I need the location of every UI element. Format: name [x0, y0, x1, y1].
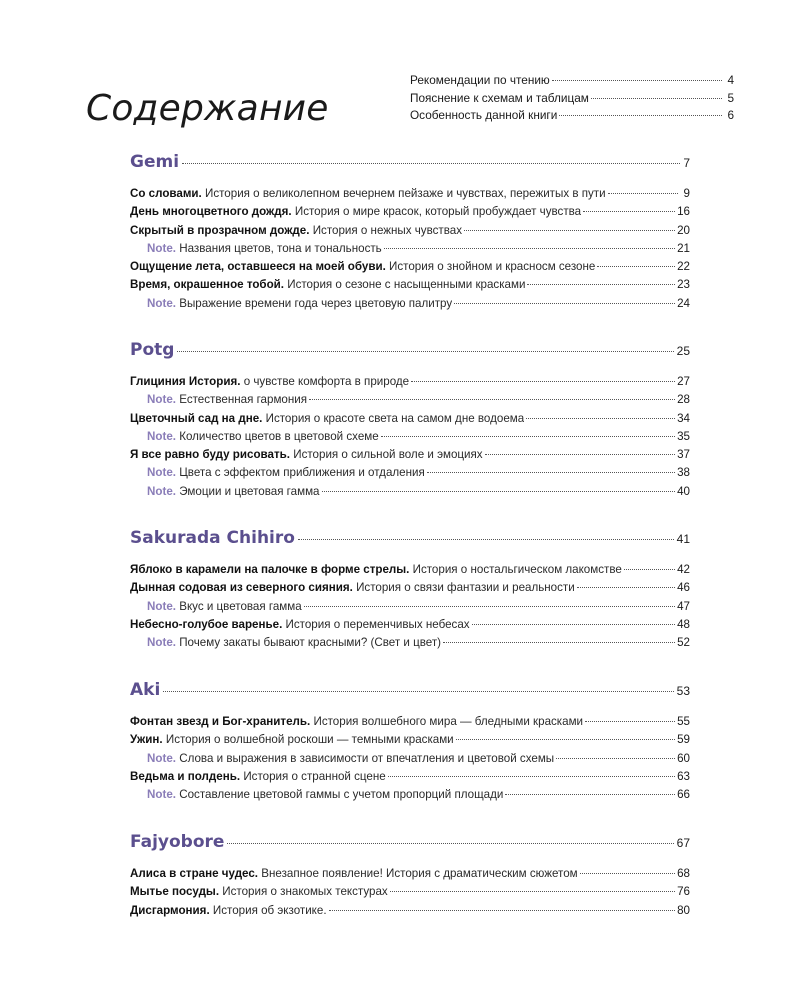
dot-leader [309, 398, 675, 400]
toc-entry-text [147, 392, 307, 408]
page-number: 21 [677, 241, 690, 255]
dot-leader [227, 842, 673, 844]
toc-story-row[interactable] [130, 562, 690, 580]
toc-entry-text [130, 714, 583, 730]
dot-leader [454, 302, 675, 304]
page-number: 4 [727, 73, 734, 87]
entry-description: История о знакомых текстурах [222, 885, 388, 899]
toc-entry-text [147, 787, 503, 803]
toc-story-row[interactable] [130, 903, 690, 921]
dot-leader [527, 283, 675, 285]
entry-description: История о ностальгическом лакомстве [412, 563, 622, 576]
entry-description: Почему закаты бывают красными? (Свет и цвет) [179, 636, 441, 650]
toc-entry-text [130, 259, 595, 275]
toc-note-row[interactable] [130, 635, 690, 653]
toc-entry-text [147, 465, 425, 481]
toc-entry-text [147, 599, 302, 615]
section-title: Aki [130, 680, 161, 700]
note-label: Note. [147, 636, 176, 650]
page-number: 60 [677, 751, 690, 765]
entry-description: История о волшебной роскоши — темными красками [165, 733, 454, 747]
story-title: Дисгармония. [130, 903, 210, 917]
entry-description: История о знойном и красносм сезоне [389, 260, 596, 274]
page-number: 22 [677, 260, 690, 274]
page-number: 63 [677, 769, 690, 783]
story-title: Ужин. [130, 733, 163, 747]
entry-description: История о мире красок, который пробуждает чувства [294, 205, 582, 219]
section-heading[interactable] [130, 152, 690, 182]
entry-description: История о сильной воле и эмоциях [293, 448, 483, 462]
toc-story-row[interactable] [130, 186, 690, 204]
dot-leader [411, 380, 675, 382]
page-number: 23 [677, 278, 690, 292]
entry-description: о чувстве комфорта в природе [243, 375, 410, 388]
story-title: Дынная содовая из северного сияния. [130, 581, 353, 595]
page-number: 27 [677, 375, 690, 388]
page-number: 20 [677, 223, 690, 237]
dot-leader [163, 690, 673, 692]
toc-entry-text [130, 411, 524, 427]
page-number: 55 [677, 715, 690, 728]
toc-section [130, 680, 690, 805]
dot-leader [472, 623, 676, 625]
toc-entry-text [130, 447, 483, 463]
toc-entry-text [130, 884, 388, 900]
toc-story-row[interactable] [130, 884, 690, 902]
story-title: День многоцветного дождя. [130, 205, 292, 219]
story-title: Время, окрашенное тобой. [130, 278, 285, 292]
page-number: 66 [677, 788, 690, 802]
toc-story-row[interactable] [130, 277, 690, 295]
toc-entry-text [147, 751, 554, 767]
section-heading[interactable] [130, 528, 690, 558]
dot-leader [580, 872, 675, 874]
entry-description: История об экзотике. [212, 903, 327, 917]
page-number: 48 [677, 617, 690, 631]
section-title: Sakurada Chihiro [130, 528, 295, 548]
toc-section [130, 528, 690, 653]
page-number: 25 [676, 344, 690, 358]
toc-entry-text [147, 296, 452, 312]
note-label: Note. [147, 429, 176, 443]
page-number: 68 [677, 867, 690, 880]
story-title: Небесно-голубое варенье. [130, 617, 283, 631]
section-title: Potg [130, 340, 175, 360]
page-number: 46 [677, 581, 690, 595]
story-title: Глициния История. [130, 375, 241, 388]
toc-entry-text [130, 562, 622, 578]
toc-note-row[interactable] [130, 465, 690, 483]
toc-story-row[interactable] [130, 732, 690, 750]
toc-story-row[interactable] [130, 617, 690, 635]
toc-entry-text: Пояснение к схемам и таблицам [410, 90, 589, 105]
page-number: 67 [676, 836, 690, 850]
page-number: 9 [683, 187, 690, 200]
dot-leader [585, 720, 675, 722]
section-heading[interactable] [130, 680, 690, 710]
dot-leader [464, 229, 675, 231]
page-number: 34 [677, 411, 690, 425]
toc-entry-text [130, 374, 409, 390]
entry-description: Названия цветов, тона и тональность [179, 241, 382, 255]
toc-entry-text [130, 903, 327, 919]
toc-section [130, 152, 690, 314]
toc-story-row[interactable] [130, 223, 690, 241]
entry-description: Выражение времени года через цветовую палитру [179, 296, 453, 310]
toc-note-row[interactable] [130, 751, 690, 769]
entry-description: Внезапное появление! История с драматическим сюжетом [261, 867, 578, 880]
entry-description: Слова и выражения в зависимости от впечатления и цветовой схемы [179, 751, 555, 765]
dot-leader [384, 247, 675, 249]
page-number: 53 [676, 684, 690, 698]
section-title: Gemi [130, 152, 180, 172]
toc-row[interactable] [410, 72, 734, 90]
story-title: Я все равно буду рисовать. [130, 448, 290, 462]
toc-story-row[interactable] [130, 447, 690, 465]
dot-leader [456, 738, 675, 740]
dot-leader [556, 757, 675, 759]
note-label: Note. [147, 484, 176, 498]
entry-description: История о великолепном вечернем пейзаже и чувствах, пережитых в пути [205, 187, 606, 200]
page-number: 6 [727, 108, 734, 122]
dot-leader [182, 162, 680, 164]
toc-note-row[interactable] [130, 392, 690, 410]
dot-leader [298, 538, 674, 540]
dot-leader [329, 909, 676, 911]
toc-entry-text [130, 204, 581, 220]
note-label: Note. [147, 466, 176, 480]
toc-story-row[interactable] [130, 259, 690, 277]
story-title: Алиса в стране чудес. [130, 867, 259, 880]
page-number: 59 [677, 733, 690, 747]
toc-entry-text [130, 580, 575, 596]
dot-leader [427, 471, 675, 473]
story-title: Со словами. [130, 187, 202, 200]
entry-description: История о нежных чувствах [312, 223, 463, 237]
story-title: Фонтан звезд и Бог-хранитель. [130, 715, 311, 728]
toc-section [130, 832, 690, 921]
entry-description: История о странной сцене [243, 769, 386, 783]
toc-story-row[interactable] [130, 714, 690, 732]
entry-description: Естественная гармония [179, 393, 308, 407]
page-number: 28 [677, 393, 690, 407]
toc-entry-text [130, 617, 470, 633]
note-label: Note. [147, 296, 176, 310]
page-number: 16 [677, 205, 690, 219]
dot-leader [381, 435, 675, 437]
story-title: Мытье посуды. [130, 885, 220, 899]
toc-entry-text [130, 186, 606, 202]
dot-leader [443, 641, 675, 643]
toc-note-row[interactable] [130, 429, 690, 447]
toc-entry-text [130, 732, 454, 748]
toc-note-row[interactable] [130, 787, 690, 805]
note-label: Note. [147, 751, 176, 765]
toc-entry-text [147, 484, 320, 500]
page-number: 80 [677, 903, 690, 917]
toc-entry-text [130, 223, 462, 239]
toc-story-row[interactable] [130, 204, 690, 222]
story-title: Скрытый в прозрачном дожде. [130, 223, 310, 237]
toc-entry-text [147, 241, 382, 257]
dot-leader [485, 453, 676, 455]
entry-description: История о сезоне с насыщенными красками [287, 278, 526, 292]
toc-entry-text: Рекомендации по чтению [410, 73, 550, 87]
dot-leader [583, 210, 675, 212]
toc-entry-text [130, 769, 386, 785]
toc-note-row[interactable] [130, 241, 690, 259]
section-title: Fajyobore [130, 832, 225, 852]
note-label: Note. [147, 788, 176, 802]
page-title: Содержание [86, 88, 329, 130]
page-number: 5 [727, 90, 734, 105]
page-number: 76 [677, 885, 690, 899]
entry-description: Составление цветовой гаммы с учетом пропорций площади [179, 788, 504, 802]
entry-description: Цвета с эффектом приближения и отдаления [179, 466, 425, 480]
note-label: Note. [147, 393, 176, 407]
page-number: 37 [677, 448, 690, 462]
page-number: 38 [677, 466, 690, 480]
toc-story-row[interactable] [130, 411, 690, 429]
toc-note-row[interactable] [130, 599, 690, 617]
story-title: Ощущение лета, оставшееся на моей обуви. [130, 260, 386, 274]
toc-entry-text [147, 429, 379, 445]
dot-leader [177, 350, 673, 352]
front-matter-list [410, 72, 734, 125]
dot-leader [304, 605, 675, 607]
toc-note-row[interactable] [130, 296, 690, 314]
entry-description: История волшебного мира — бледными красками [313, 715, 584, 728]
page-number: 41 [676, 532, 690, 546]
entry-description: История о красоте света на самом дне водоема [265, 411, 525, 425]
section-heading[interactable] [130, 832, 690, 862]
dot-leader [591, 97, 722, 99]
page-number: 24 [677, 296, 690, 310]
toc-story-row[interactable] [130, 374, 690, 392]
entry-description: Количество цветов в цветовой схеме [179, 429, 379, 443]
page-number: 40 [677, 484, 690, 498]
story-title: Цветочный сад на дне. [130, 411, 263, 425]
toc-entry-text [130, 866, 578, 882]
dot-leader [559, 114, 722, 116]
dot-leader [608, 192, 678, 194]
entry-description: История о переменчивых небесах [285, 617, 470, 631]
page-number: 42 [677, 563, 690, 576]
story-title: Ведьма и полдень. [130, 769, 241, 783]
note-label: Note. [147, 241, 176, 255]
toc-entry-text: Особенность данной книги [410, 108, 558, 122]
story-title: Яблоко в карамели на палочке в форме стрелы. [130, 563, 410, 576]
entry-description: Эмоции и цветовая гамма [179, 484, 320, 498]
page-number: 52 [677, 636, 690, 650]
dot-leader [577, 586, 675, 588]
toc-row[interactable] [410, 90, 734, 108]
toc-entry-text [147, 635, 441, 651]
dot-leader [624, 568, 675, 570]
toc-story-row[interactable] [130, 580, 690, 598]
page-number: 7 [683, 156, 690, 170]
page-number: 35 [677, 429, 690, 443]
entry-description: История о связи фантазии и реальности [356, 581, 575, 595]
page-number: 47 [677, 599, 690, 613]
dot-leader [526, 417, 675, 419]
dot-leader [390, 890, 675, 892]
dot-leader [322, 490, 676, 492]
toc-story-row[interactable] [130, 769, 690, 787]
toc-note-row[interactable] [130, 484, 690, 502]
toc-row[interactable] [410, 107, 734, 125]
dot-leader [552, 79, 722, 81]
toc-entry-text [130, 277, 525, 293]
toc-section [130, 340, 690, 502]
dot-leader [597, 265, 675, 267]
entry-description: Вкус и цветовая гамма [179, 599, 302, 613]
dot-leader [388, 775, 675, 777]
toc-story-row[interactable] [130, 866, 690, 884]
dot-leader [505, 793, 675, 795]
note-label: Note. [147, 599, 176, 613]
section-heading[interactable] [130, 340, 690, 370]
